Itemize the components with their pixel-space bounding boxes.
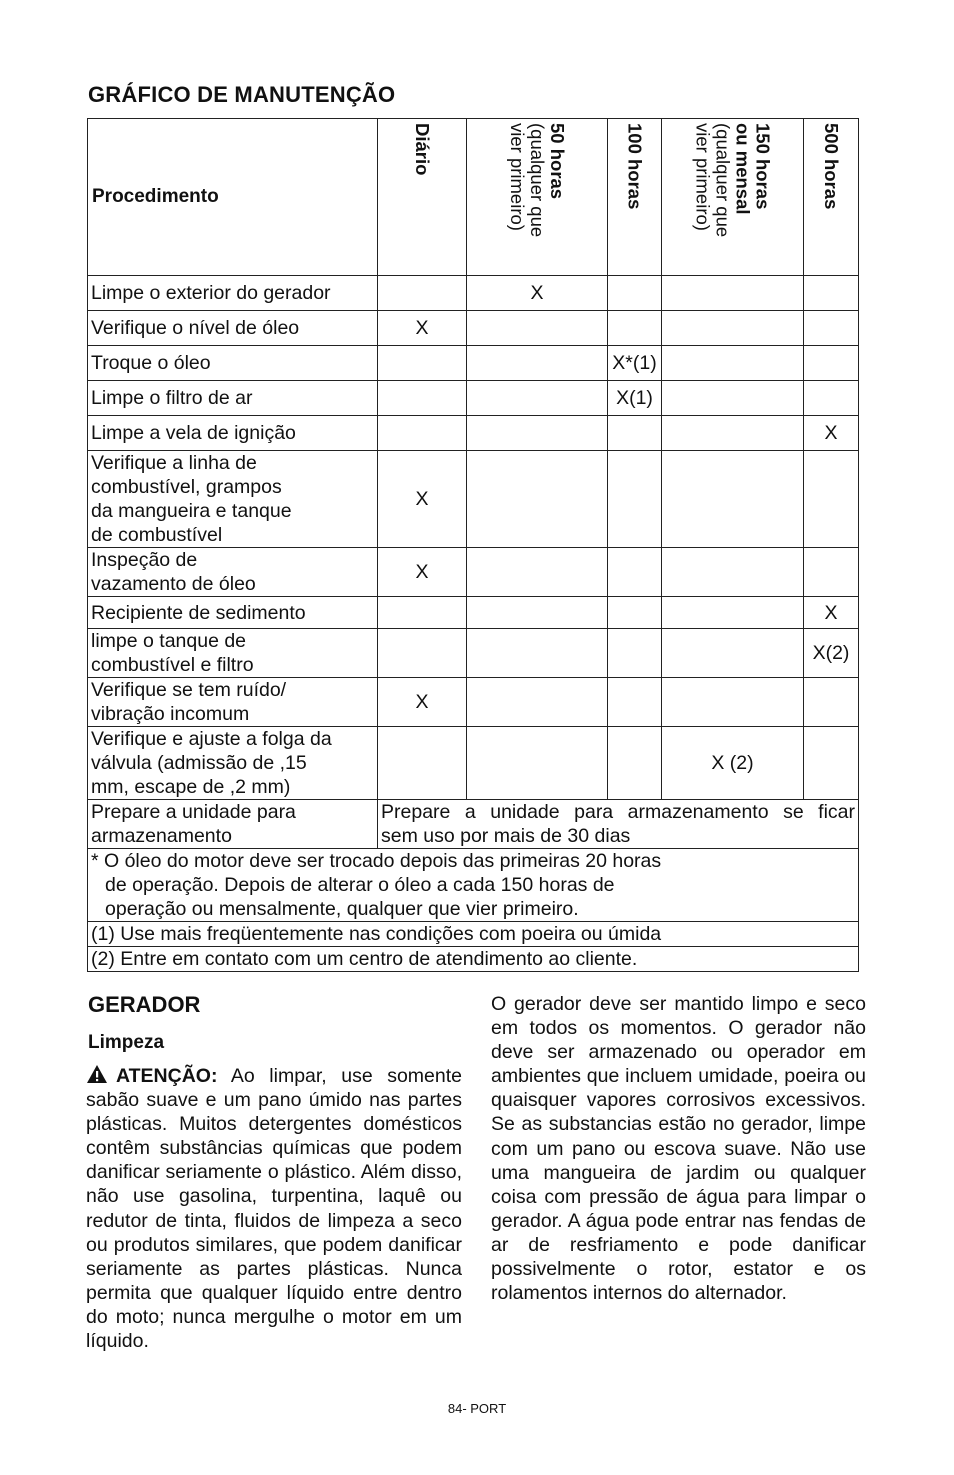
table-row xyxy=(88,597,859,629)
h100-cell xyxy=(608,629,662,678)
h100-cell: X*(1) xyxy=(608,346,662,381)
h150-cell xyxy=(662,597,804,629)
note-1: (1) Use mais freqüentemente nas condições com poeira ou úmida xyxy=(88,922,859,947)
h100-cell: X(1) xyxy=(608,381,662,416)
daily-cell xyxy=(378,346,467,381)
h50-cell xyxy=(467,597,608,629)
h50-cell xyxy=(467,346,608,381)
h150-cell xyxy=(662,451,804,548)
table-row xyxy=(88,346,859,381)
daily-cell: X xyxy=(378,548,467,597)
h500-cell xyxy=(804,346,859,381)
procedure-cell: Verifique e ajuste a folga da válvula (admissão de ,15 mm, escape de ,2 mm) xyxy=(88,727,378,800)
daily-cell xyxy=(378,629,467,678)
header-50h: 50 horas (qualquer que vier primeiro) xyxy=(467,119,608,276)
table-row xyxy=(88,311,859,346)
h50-cell xyxy=(467,678,608,727)
h100-cell xyxy=(608,678,662,727)
h150-cell xyxy=(662,416,804,451)
table-note-star xyxy=(88,849,859,922)
h100-cell xyxy=(608,416,662,451)
warning-text: Ao limpar, use somente sabão suave e um pano úmido nas partes plásticas. Muitos detergentes domésticos contêm substâncias químicas que podem danificar seriamente o plástico. Além disso, não use gasolina, turpentina, laquê ou redutor de tinta, fluidos de limpeza a seco ou produtos similares, que podem danificar seriamente as partes plásticas. Nunca permita que qualquer líquido entre dentro do moto; nunca mergulhe o motor em um líquido. xyxy=(86,1065,462,1353)
warning-paragraph xyxy=(86,1064,462,1353)
h500-cell xyxy=(804,276,859,311)
daily-cell xyxy=(378,276,467,311)
table-row xyxy=(88,451,859,548)
table-header-row xyxy=(88,119,859,276)
procedure-cell: Inspeção de vazamento de óleo xyxy=(88,548,378,597)
h500-cell: X xyxy=(804,597,859,629)
h150-cell xyxy=(662,548,804,597)
h50-cell xyxy=(467,548,608,597)
h100-cell xyxy=(608,548,662,597)
h100-cell xyxy=(608,451,662,548)
h100-cell xyxy=(608,597,662,629)
page-number: 84- PORT xyxy=(447,1401,507,1416)
h150-cell xyxy=(662,346,804,381)
daily-cell xyxy=(378,416,467,451)
procedure-cell: Recipiente de sedimento xyxy=(88,597,378,629)
cleaning-paragraph: O gerador deve ser mantido limpo e seco em todos os momentos. O gerador não deve ser armazenado ou operador em ambientes que incluem umidade, poeira ou quaisquer vapores corrosivos excessivos. Se as substancias estão no gerador, limpe com um pano ou escova suave. Não use uma mangueira de jardim ou qualquer coisa com pressão de água para limpar o gerador. A água pode entrar nas fendas de ar de resfriamento e pode danificar possivelmente o rotor, estator e os rolamentos internos do alternador. xyxy=(491,993,866,1305)
h500-cell xyxy=(804,451,859,548)
h500-cell xyxy=(804,548,859,597)
table-note-1 xyxy=(88,922,859,947)
h150-cell xyxy=(662,276,804,311)
daily-cell: X xyxy=(378,451,467,548)
procedure-cell: limpe o tanque de combustível e filtro xyxy=(88,629,378,678)
procedure-cell: Prepare a unidade para armazenamento xyxy=(88,800,378,849)
table-note-2 xyxy=(88,947,859,972)
procedure-cell: Verifique se tem ruído/ vibração incomum xyxy=(88,678,378,727)
h50-cell xyxy=(467,727,608,800)
header-150h: 150 horas ou mensal (qualquer que vier primeiro) xyxy=(662,119,804,276)
h50-cell xyxy=(467,381,608,416)
section-title: GERADOR xyxy=(88,992,201,1017)
procedure-cell: Limpe o filtro de ar xyxy=(88,381,378,416)
h100-cell xyxy=(608,727,662,800)
procedure-cell: Limpe o exterior do gerador xyxy=(88,276,378,311)
daily-cell xyxy=(378,381,467,416)
h50-cell: X xyxy=(467,276,608,311)
table-row xyxy=(88,629,859,678)
section-subtitle: Limpeza xyxy=(88,1032,165,1053)
h100-cell xyxy=(608,311,662,346)
h500-cell: X xyxy=(804,416,859,451)
warning-label: ATENÇÃO: xyxy=(116,1065,218,1087)
daily-cell xyxy=(378,727,467,800)
table-row-storage xyxy=(88,800,859,849)
h500-cell xyxy=(804,678,859,727)
h500-cell xyxy=(804,381,859,416)
h150-cell xyxy=(662,381,804,416)
h50-cell xyxy=(467,416,608,451)
h100-cell xyxy=(608,276,662,311)
storage-instruction: Prepare a unidade para armazenamento se ficar sem uso por mais de 30 dias xyxy=(378,800,859,849)
h150-cell xyxy=(662,311,804,346)
table-row xyxy=(88,678,859,727)
table-row xyxy=(88,416,859,451)
table-row xyxy=(88,727,859,800)
table-row xyxy=(88,548,859,597)
header-500h: 500 horas xyxy=(804,119,859,276)
header-procedure: Procedimento xyxy=(88,119,378,276)
h150-cell xyxy=(662,678,804,727)
daily-cell xyxy=(378,597,467,629)
h50-cell xyxy=(467,451,608,548)
warning-triangle-icon xyxy=(86,1064,108,1084)
procedure-cell: Limpe a vela de ignição xyxy=(88,416,378,451)
h150-cell: X (2) xyxy=(662,727,804,800)
table-row xyxy=(88,276,859,311)
note-star: * O óleo do motor deve ser trocado depois das primeiras 20 horas de operação. Depois de alterar o óleo a cada 150 horas de operação ou mensalmente, qualquer que vier primeiro. xyxy=(88,849,859,922)
note-2: (2) Entre em contato com um centro de atendimento ao cliente. xyxy=(88,947,859,972)
h50-cell xyxy=(467,629,608,678)
header-100h: 100 horas xyxy=(608,119,662,276)
table-row xyxy=(88,381,859,416)
h150-cell xyxy=(662,629,804,678)
header-daily: Diário xyxy=(378,119,467,276)
h500-cell xyxy=(804,311,859,346)
daily-cell: X xyxy=(378,311,467,346)
procedure-cell: Verifique o nível de óleo xyxy=(88,311,378,346)
procedure-cell: Verifique a linha de combustível, grampos da mangueira e tanque de combustível xyxy=(88,451,378,548)
chart-title: GRÁFICO DE MANUTENÇÃO xyxy=(88,82,396,107)
procedure-cell: Troque o óleo xyxy=(88,346,378,381)
daily-cell: X xyxy=(378,678,467,727)
maintenance-table xyxy=(87,118,859,972)
h50-cell xyxy=(467,311,608,346)
h500-cell: X(2) xyxy=(804,629,859,678)
h500-cell xyxy=(804,727,859,800)
